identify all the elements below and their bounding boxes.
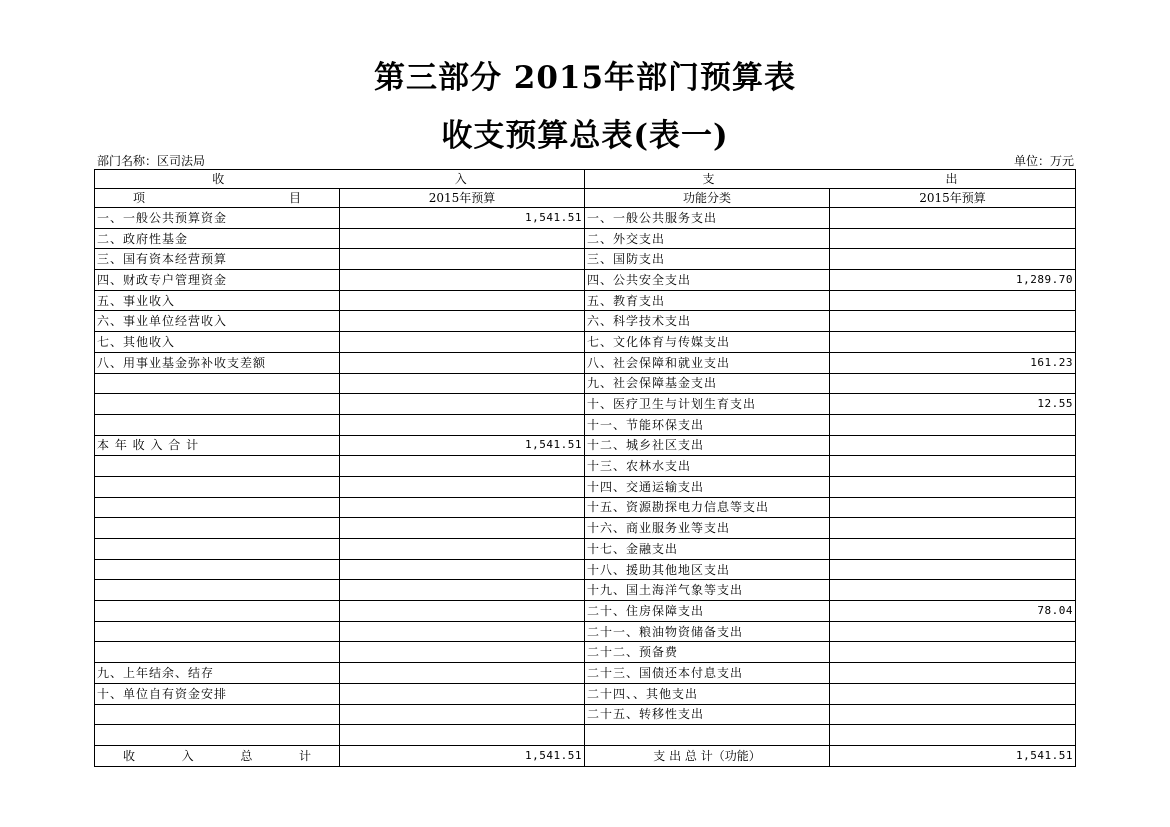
expense-item-cell: 十八、援助其他地区支出	[585, 559, 830, 580]
expense-item-cell: 十四、交通运输支出	[585, 476, 830, 497]
income-total-value: 1,541.51	[340, 745, 585, 766]
table-row	[95, 621, 1076, 642]
income-value-cell	[340, 228, 585, 249]
income-value-cell	[340, 270, 585, 291]
income-item-cell: 三、国有资本经营预算	[95, 249, 340, 270]
expense-item-cell: 四、公共安全支出	[585, 270, 830, 291]
expense-item-cell: 六、科学技术支出	[585, 311, 830, 332]
income-item-cell	[95, 497, 340, 518]
income-value-cell	[340, 311, 585, 332]
income-value-cell: 1,541.51	[340, 435, 585, 456]
expense-value-cell	[830, 642, 1076, 663]
expense-value-cell	[830, 476, 1076, 497]
income-item-cell	[95, 580, 340, 601]
income-item-cell	[95, 539, 340, 560]
expense-value-cell	[830, 208, 1076, 229]
table-row	[95, 352, 1076, 373]
table-row	[95, 601, 1076, 622]
page-subtitle: 收支预算总表(表一)	[441, 118, 729, 154]
income-value-cell	[340, 621, 585, 642]
income-item-cell: 本 年 收 入 合 计	[95, 435, 340, 456]
unit-label: 单位：万元	[1013, 154, 1074, 168]
income-value-cell	[340, 352, 585, 373]
income-item-cell	[95, 601, 340, 622]
expense-item-cell: 九、社会保障基金支出	[585, 373, 830, 394]
income-item-cell	[95, 621, 340, 642]
expense-total-value: 1,541.51	[830, 745, 1076, 766]
table-row	[95, 642, 1076, 663]
table-row	[95, 683, 1076, 704]
header-row-1	[95, 170, 1076, 189]
budget-2015-header-expense: 2015年预算	[830, 189, 1076, 208]
income-value-cell	[340, 580, 585, 601]
table-row	[95, 290, 1076, 311]
expense-value-cell: 12.55	[830, 394, 1076, 415]
expense-value-cell	[830, 683, 1076, 704]
expense-item-cell: 十七、金融支出	[585, 539, 830, 560]
expense-value-cell	[830, 518, 1076, 539]
table-row	[95, 332, 1076, 353]
income-item-cell	[95, 704, 340, 725]
expense-value-cell	[830, 663, 1076, 684]
income-total-char: 入	[181, 748, 194, 763]
income-header-char: 入	[454, 172, 467, 186]
expense-value-cell	[830, 580, 1076, 601]
expense-header	[585, 170, 1076, 189]
income-total-char: 收	[123, 748, 136, 763]
income-item-cell	[95, 559, 340, 580]
income-item-cell: 六、事业单位经营收入	[95, 311, 340, 332]
income-item-cell	[95, 456, 340, 477]
header-row-2	[95, 189, 1076, 208]
table-row	[95, 704, 1076, 725]
expense-total-label: 支 出 总 计（功能）	[585, 745, 830, 766]
table-row	[95, 435, 1076, 456]
expense-value-cell	[830, 414, 1076, 435]
income-value-cell	[340, 456, 585, 477]
table-row	[95, 414, 1076, 435]
expense-item-cell: 二十一、粮油物资储备支出	[585, 621, 830, 642]
expense-item-cell	[585, 725, 830, 746]
item-header-char: 项	[133, 191, 146, 205]
expense-item-cell: 二十四、、其他支出	[585, 683, 830, 704]
expense-item-cell: 七、文化体育与传媒支出	[585, 332, 830, 353]
expense-value-cell	[830, 311, 1076, 332]
expense-item-cell: 二十五、转移性支出	[585, 704, 830, 725]
table-row	[95, 518, 1076, 539]
item-header-char: 目	[288, 191, 301, 205]
expense-value-cell	[830, 456, 1076, 477]
income-value-cell	[340, 601, 585, 622]
income-item-cell	[95, 725, 340, 746]
expense-value-cell	[830, 228, 1076, 249]
table-row	[95, 228, 1076, 249]
expense-value-cell: 1,289.70	[830, 270, 1076, 291]
expense-item-cell: 一、一般公共服务支出	[585, 208, 830, 229]
expense-item-cell: 二十、住房保障支出	[585, 601, 830, 622]
department-name: 部门名称：区司法局	[97, 154, 206, 168]
income-total-char: 总	[240, 748, 253, 763]
expense-item-cell: 十二、城乡社区支出	[585, 435, 830, 456]
table-row	[95, 497, 1076, 518]
income-item-cell	[95, 414, 340, 435]
expense-item-cell: 二十二、预备费	[585, 642, 830, 663]
expense-item-cell: 五、教育支出	[585, 290, 830, 311]
income-total-label	[95, 745, 340, 766]
expense-value-cell	[830, 373, 1076, 394]
table-row	[95, 249, 1076, 270]
expense-item-cell: 八、社会保障和就业支出	[585, 352, 830, 373]
expense-item-cell: 三、国防支出	[585, 249, 830, 270]
expense-item-cell: 十九、国土海洋气象等支出	[585, 580, 830, 601]
expense-value-cell: 78.04	[830, 601, 1076, 622]
table-row	[95, 725, 1076, 746]
income-value-cell	[340, 725, 585, 746]
table-row	[95, 476, 1076, 497]
expense-item-cell: 二十三、国债还本付息支出	[585, 663, 830, 684]
income-total-char: 计	[298, 748, 311, 763]
table-row	[95, 663, 1076, 684]
income-value-cell	[340, 497, 585, 518]
budget-2015-header: 2015年预算	[340, 189, 585, 208]
expense-value-cell	[830, 332, 1076, 353]
expense-item-cell: 二、外交支出	[585, 228, 830, 249]
income-item-cell	[95, 394, 340, 415]
expense-value-cell	[830, 704, 1076, 725]
income-value-cell	[340, 332, 585, 353]
income-value-cell	[340, 476, 585, 497]
item-header	[95, 189, 340, 208]
income-item-cell	[95, 373, 340, 394]
income-item-cell	[95, 518, 340, 539]
income-value-cell	[340, 683, 585, 704]
income-item-cell: 四、财政专户管理资金	[95, 270, 340, 291]
table-row	[95, 539, 1076, 560]
table-row	[95, 208, 1076, 229]
income-value-cell	[340, 518, 585, 539]
income-item-cell: 五、事业收入	[95, 290, 340, 311]
income-value-cell	[340, 642, 585, 663]
expense-header-char: 出	[945, 172, 958, 186]
income-item-cell: 十、单位自有资金安排	[95, 683, 340, 704]
budget-table	[94, 169, 1076, 767]
table-row	[95, 456, 1076, 477]
expense-item-cell: 十六、商业服务业等支出	[585, 518, 830, 539]
income-value-cell	[340, 539, 585, 560]
expense-value-cell	[830, 559, 1076, 580]
expense-header-char: 支	[702, 172, 715, 186]
table-row	[95, 559, 1076, 580]
expense-value-cell	[830, 435, 1076, 456]
income-item-cell: 九、上年结余、结存	[95, 663, 340, 684]
expense-value-cell	[830, 497, 1076, 518]
table-row	[95, 270, 1076, 291]
income-item-cell: 一、一般公共预算资金	[95, 208, 340, 229]
income-item-cell	[95, 642, 340, 663]
income-value-cell	[340, 290, 585, 311]
function-class-header: 功能分类	[585, 189, 830, 208]
income-value-cell	[340, 559, 585, 580]
income-value-cell	[340, 414, 585, 435]
income-value-cell	[340, 249, 585, 270]
expense-value-cell	[830, 621, 1076, 642]
page-title: 第三部分 2015年部门预算表	[373, 60, 797, 96]
table-row	[95, 394, 1076, 415]
income-item-cell: 八、用事业基金弥补收支差额	[95, 352, 340, 373]
income-value-cell	[340, 373, 585, 394]
expense-item-cell: 十、医疗卫生与计划生育支出	[585, 394, 830, 415]
income-value-cell: 1,541.51	[340, 208, 585, 229]
expense-item-cell: 十一、节能环保支出	[585, 414, 830, 435]
expense-value-cell	[830, 290, 1076, 311]
total-row	[95, 745, 1076, 766]
income-header-char: 收	[212, 172, 225, 186]
expense-item-cell: 十五、资源勘探电力信息等支出	[585, 497, 830, 518]
expense-value-cell	[830, 725, 1076, 746]
income-header	[95, 170, 585, 189]
table-row	[95, 311, 1076, 332]
income-item-cell: 七、其他收入	[95, 332, 340, 353]
income-value-cell	[340, 663, 585, 684]
table-row	[95, 373, 1076, 394]
expense-item-cell: 十三、农林水支出	[585, 456, 830, 477]
income-value-cell	[340, 394, 585, 415]
income-item-cell	[95, 476, 340, 497]
income-value-cell	[340, 704, 585, 725]
income-item-cell: 二、政府性基金	[95, 228, 340, 249]
expense-value-cell	[830, 539, 1076, 560]
expense-value-cell: 161.23	[830, 352, 1076, 373]
table-row	[95, 580, 1076, 601]
expense-value-cell	[830, 249, 1076, 270]
